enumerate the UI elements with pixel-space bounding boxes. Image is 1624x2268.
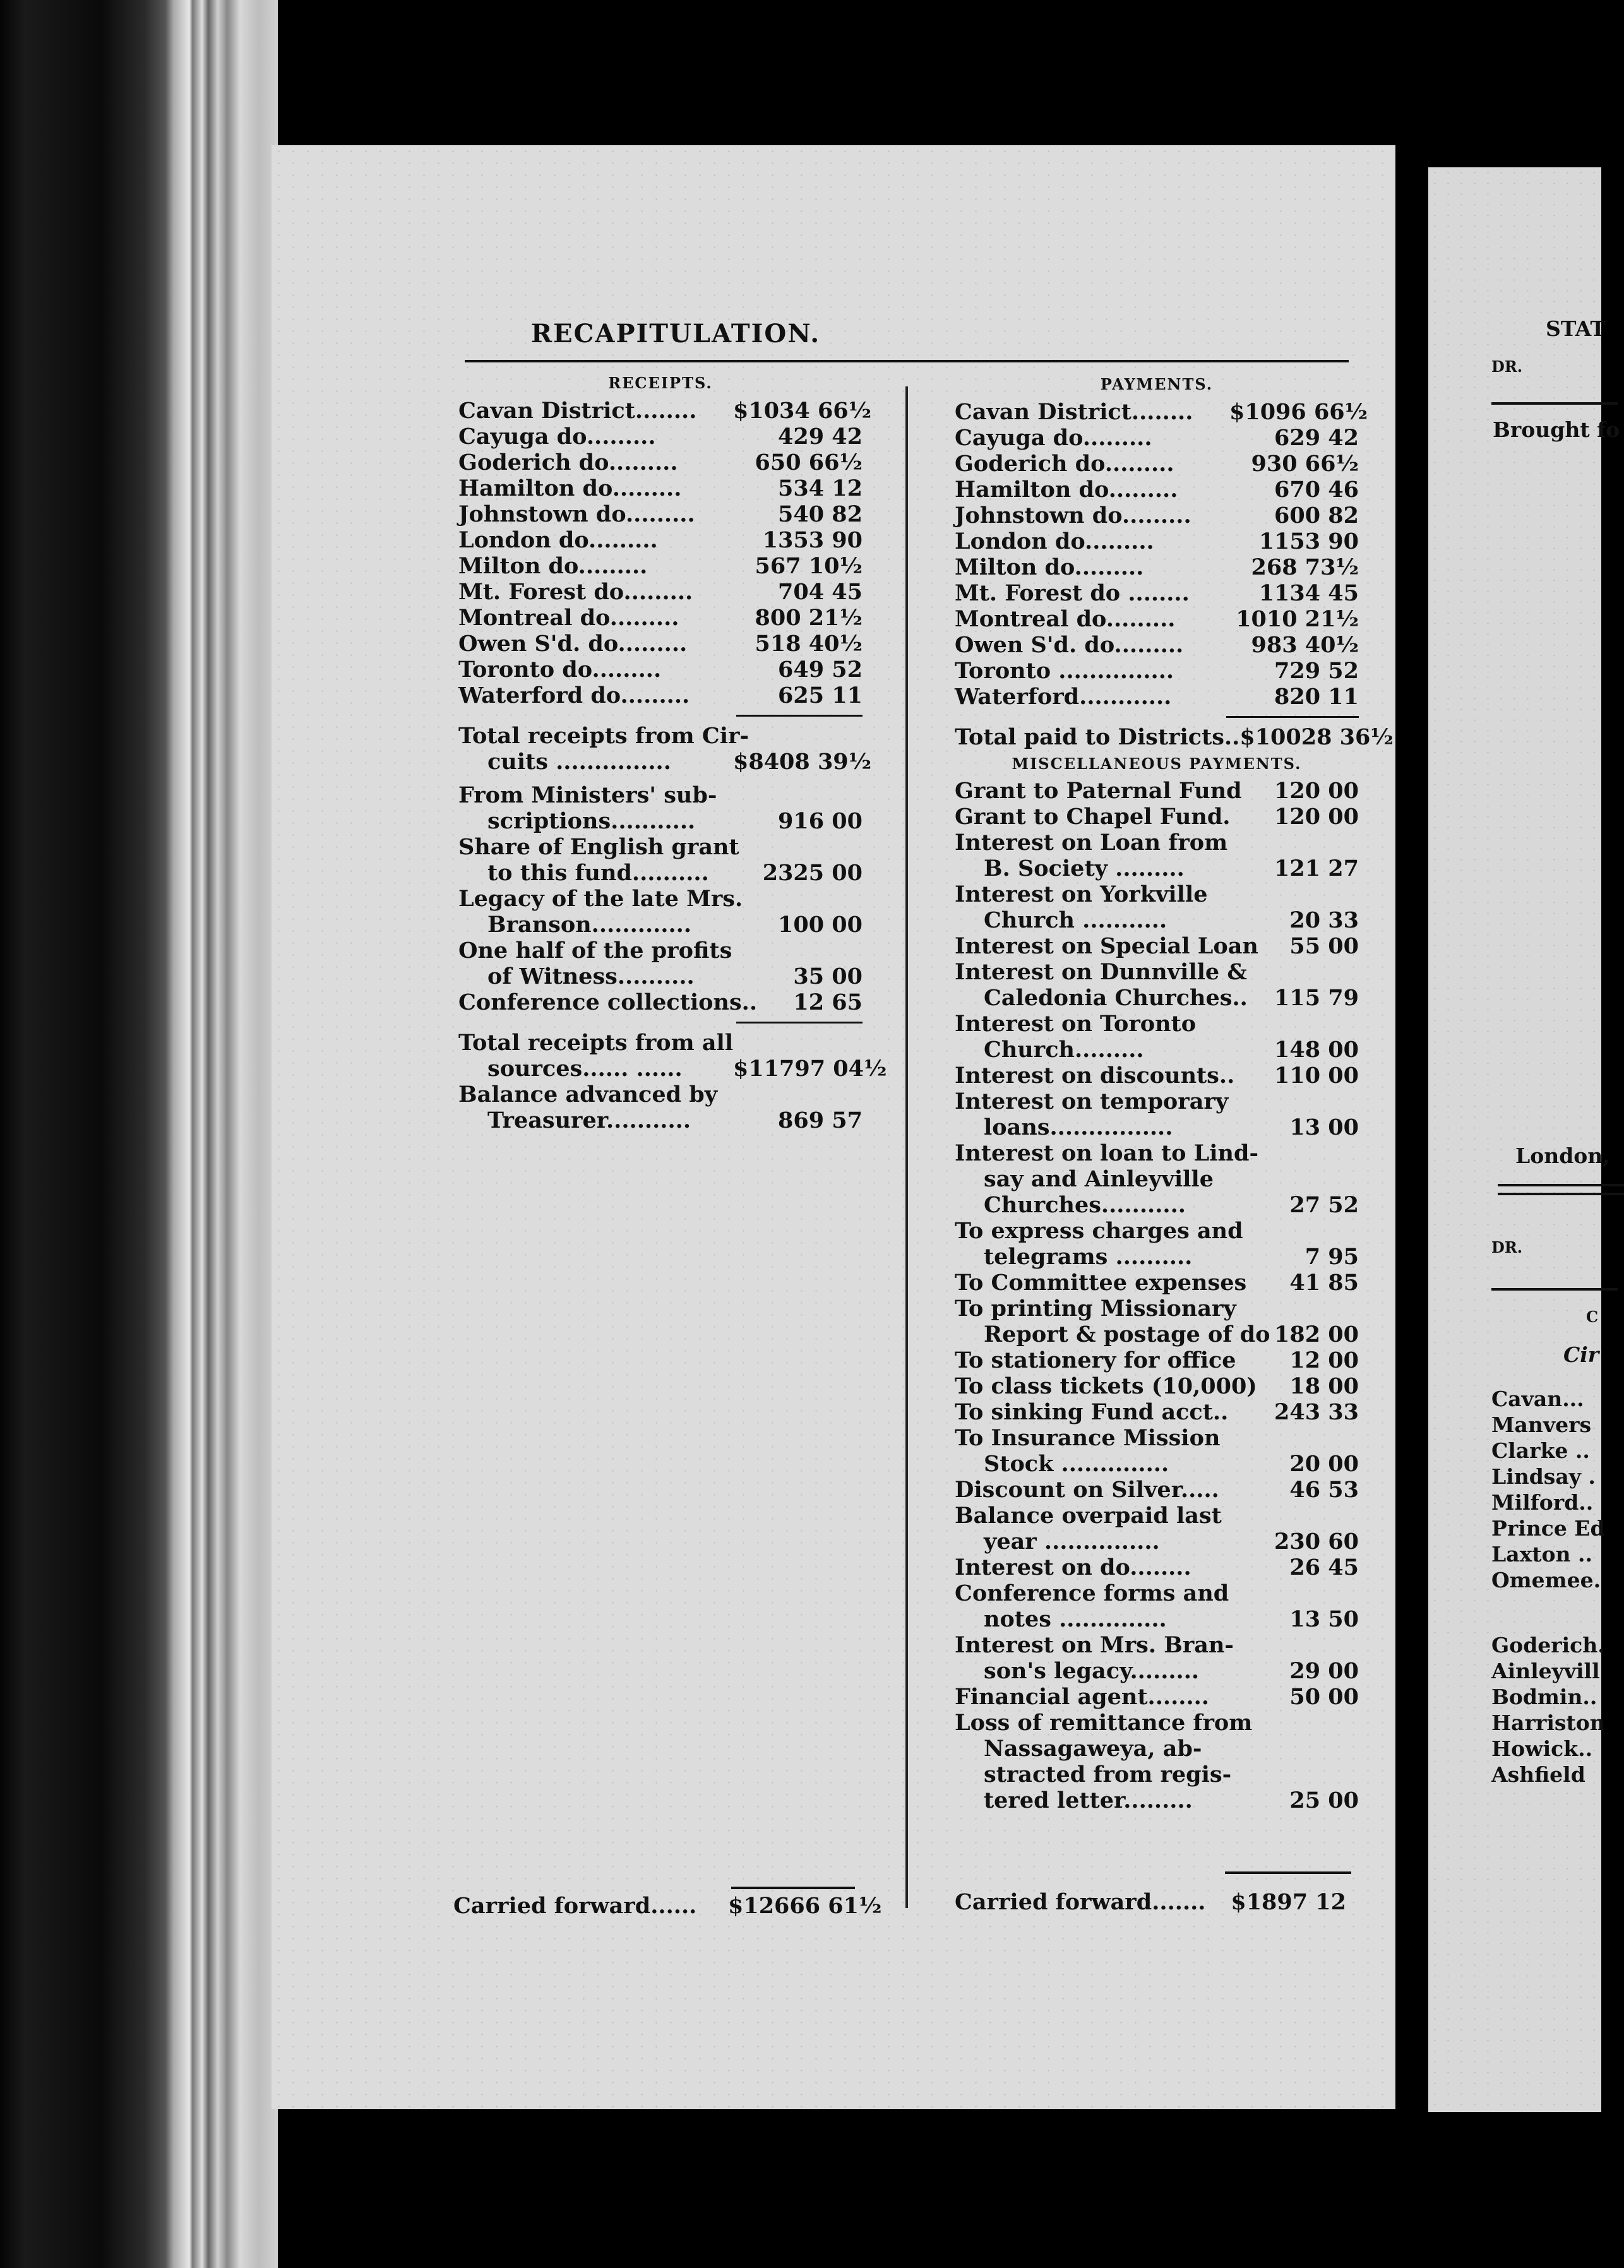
- misc-payment-row: [955, 1477, 1359, 1503]
- misc-payment-row: [955, 1788, 1359, 1813]
- misc-payment-row: [955, 1270, 1359, 1296]
- payment-district-row-label: Montreal do.........: [955, 606, 1176, 632]
- total-all-line2: sources...... ...... $11797 04½: [487, 1056, 887, 1082]
- payment-district-row-amount: 1134 45: [1258, 580, 1359, 606]
- misc-payment-row-amount: 18 00: [1289, 1373, 1359, 1399]
- misc-payment-row: [955, 933, 1359, 959]
- carried-forward-label: Carried forward......: [453, 1893, 697, 1919]
- payment-district-row-amount: 670 46: [1274, 477, 1359, 503]
- payment-district-row: [955, 658, 1359, 684]
- page-gutter: [1395, 152, 1428, 2128]
- misc-payment-row-amount: 148 00: [1274, 1037, 1359, 1063]
- payment-district-row-label: Cayuga do.........: [955, 425, 1152, 451]
- payment-district-row-amount: 930 66½: [1251, 451, 1359, 477]
- misc-payment-line-label: Conference forms and: [955, 1580, 1229, 1606]
- misc-payment-line-label: Interest on Loan from: [955, 830, 1228, 856]
- page-header: RECAPITULATION.: [530, 319, 821, 349]
- misc-payment-row: [955, 1451, 1359, 1477]
- receipt-entry-row-label: Branson.............: [487, 912, 692, 938]
- payment-district-row: [955, 399, 1368, 425]
- misc-payment-row-label: Financial agent........: [955, 1684, 1209, 1710]
- receipt-district-row-amount: 649 52: [778, 657, 863, 683]
- next-page-rule: [1498, 1193, 1624, 1195]
- receipts-carried: [453, 1893, 882, 1919]
- misc-payment-line-label: Interest on Dunnville &: [955, 959, 1247, 985]
- carried-rule-left: [731, 1887, 855, 1889]
- total-circuits-line2: cuits ............... $8408 39½: [487, 749, 872, 775]
- misc-payment-row-label: To Committee expenses: [955, 1270, 1247, 1296]
- misc-payment-line-label: stracted from regis-: [984, 1762, 1232, 1788]
- header-rule: [465, 360, 1349, 362]
- misc-payment-row-amount: 120 00: [1274, 778, 1359, 804]
- misc-payment-row: [955, 907, 1359, 933]
- misc-payment-line: [955, 1089, 1359, 1114]
- next-page-names-b: [1491, 1632, 1605, 1788]
- next-page-rule: [1491, 1288, 1618, 1291]
- misc-payment-row-amount: 50 00: [1289, 1684, 1359, 1710]
- payment-district-row-label: Johnstown do.........: [955, 503, 1191, 528]
- receipt-district-row: [458, 657, 863, 683]
- next-page-rule: [1491, 402, 1618, 405]
- misc-payment-row-amount: 243 33: [1274, 1399, 1359, 1425]
- misc-payment-row: [955, 1244, 1359, 1270]
- receipt-district-row-amount: 704 45: [778, 579, 863, 605]
- misc-payment-line-label: say and Ainleyville: [984, 1166, 1214, 1192]
- receipt-entry-line: [458, 782, 863, 808]
- receipt-district-row: [458, 683, 863, 708]
- balance-amount: 869 57: [778, 1107, 863, 1133]
- receipt-district-row-amount: 518 40½: [755, 631, 863, 657]
- receipt-entry-line: [458, 938, 863, 964]
- misc-payment-row-label: Caledonia Churches..: [984, 985, 1248, 1011]
- payment-district-row: [955, 684, 1359, 710]
- receipt-entry-line-label: Share of English grant: [458, 834, 739, 860]
- payment-district-row-amount: 629 42: [1274, 425, 1359, 451]
- misc-payment-line: [955, 1762, 1359, 1788]
- misc-payment-row: [955, 1114, 1359, 1140]
- misc-payment-row: [955, 778, 1359, 804]
- receipt-entry-row: [458, 989, 863, 1015]
- misc-payment-row-label: notes ..............: [984, 1606, 1167, 1632]
- misc-payment-line: [955, 1140, 1359, 1166]
- balance-line1: Balance advanced by: [458, 1082, 718, 1107]
- receipt-district-row-label: Toronto do.........: [458, 657, 662, 683]
- receipt-district-row-label: Milton do.........: [458, 553, 648, 579]
- payment-district-row-amount: 1010 21½: [1236, 606, 1359, 632]
- misc-payment-row-label: Discount on Silver.....: [955, 1477, 1219, 1503]
- misc-payment-line: [955, 1580, 1359, 1606]
- receipts-district-list: [458, 398, 872, 708]
- misc-payment-row-label: year ...............: [984, 1529, 1160, 1555]
- misc-payment-line-label: Nassagaweya, ab-: [984, 1736, 1202, 1762]
- misc-payment-line: [955, 1710, 1359, 1736]
- total-paid-row: Total paid to Districts.. $10028 36½: [955, 724, 1394, 750]
- payment-district-row-label: Owen S'd. do.........: [955, 632, 1184, 658]
- misc-payment-row: [955, 1037, 1359, 1063]
- misc-payment-row-amount: 13 50: [1289, 1606, 1359, 1632]
- misc-payment-line-label: Interest on temporary: [955, 1089, 1229, 1114]
- payment-district-row: [955, 528, 1359, 554]
- receipt-district-row-amount: $1034 66½: [733, 398, 872, 424]
- subtotal-rule: [736, 1022, 863, 1024]
- misc-payment-line: [955, 959, 1359, 985]
- misc-payment-row-label: tered letter.........: [984, 1788, 1193, 1813]
- misc-payment-row-label: Report & postage of do: [984, 1322, 1270, 1347]
- payment-district-row-label: Hamilton do.........: [955, 477, 1178, 503]
- next-page-london: London,: [1515, 1143, 1610, 1168]
- receipt-entry-row: [458, 964, 863, 989]
- payment-district-row-amount: 1153 90: [1258, 528, 1359, 554]
- misc-payment-line: [955, 1296, 1359, 1322]
- misc-payment-row: [955, 1399, 1359, 1425]
- payment-district-row: [955, 606, 1359, 632]
- receipt-district-row-label: Goderich do.........: [458, 450, 678, 475]
- receipt-district-row: [458, 450, 863, 475]
- misc-payment-row: [955, 1606, 1359, 1632]
- misc-payment-row: [955, 804, 1359, 830]
- receipt-district-row-amount: 1353 90: [762, 527, 863, 553]
- misc-payment-row: [955, 856, 1359, 881]
- payments-carried: [955, 1889, 1346, 1915]
- payment-district-row: [955, 580, 1359, 606]
- misc-payment-line: [955, 881, 1359, 907]
- payment-district-row-amount: 600 82: [1274, 503, 1359, 528]
- misc-payment-row: [955, 1658, 1359, 1684]
- payments-column: [955, 374, 1394, 1813]
- misc-payment-row-amount: 41 85: [1289, 1270, 1359, 1296]
- misc-payment-row-label: Interest on Special Loan: [955, 933, 1258, 959]
- receipt-district-row: [458, 398, 872, 424]
- misc-payment-line: [955, 830, 1359, 856]
- payment-district-row: [955, 451, 1359, 477]
- payment-district-row: [955, 425, 1359, 451]
- receipt-district-row-label: Montreal do.........: [458, 605, 679, 631]
- misc-payment-line: [955, 1218, 1359, 1244]
- receipt-entry-row-amount: 2325 00: [762, 860, 863, 886]
- receipt-district-row: [458, 527, 863, 553]
- misc-payment-row-amount: 12 00: [1289, 1347, 1359, 1373]
- next-page-brought: Brought fo: [1493, 417, 1620, 442]
- receipt-district-row-label: Owen S'd. do.........: [458, 631, 688, 657]
- next-page-edge: [1428, 167, 1620, 2112]
- payment-district-row-amount: 820 11: [1274, 684, 1359, 710]
- carried-forward-label: Carried forward.......: [955, 1889, 1206, 1915]
- receipt-district-row: [458, 631, 863, 657]
- misc-payment-line-label: To express charges and: [955, 1218, 1243, 1244]
- receipt-district-row-amount: 625 11: [778, 683, 863, 708]
- payment-district-row-label: Cavan District........: [955, 399, 1193, 425]
- misc-payment-row-amount: 55 00: [1289, 933, 1359, 959]
- receipt-district-row-label: Waterford do.........: [458, 683, 690, 708]
- misc-payment-row-amount: 29 00: [1289, 1658, 1359, 1684]
- receipt-district-row: [458, 501, 863, 527]
- misc-payment-row-label: To sinking Fund acct..: [955, 1399, 1229, 1425]
- receipt-district-row: [458, 424, 863, 450]
- misc-payment-row: [955, 1373, 1359, 1399]
- misc-payment-line-label: Loss of remittance from: [955, 1710, 1253, 1736]
- misc-payment-row-amount: 110 00: [1274, 1063, 1359, 1089]
- receipt-entry-row-amount: 100 00: [778, 912, 863, 938]
- misc-payment-row-label: To stationery for office: [955, 1347, 1236, 1373]
- carried-forward-amount: $1897 12: [1231, 1889, 1346, 1915]
- misc-payment-line-label: Interest on Toronto: [955, 1011, 1197, 1037]
- payment-district-row-label: Mt. Forest do ........: [955, 580, 1190, 606]
- payment-district-row-amount: 729 52: [1274, 658, 1359, 684]
- receipt-entry-row-label: of Witness..........: [487, 964, 695, 989]
- receipt-district-row-amount: 429 42: [778, 424, 863, 450]
- receipt-district-row-amount: 540 82: [778, 501, 863, 527]
- misc-payment-row: [955, 1192, 1359, 1218]
- misc-payment-row-label: To class tickets (10,000): [955, 1373, 1257, 1399]
- misc-payments-title: MISCELLANEOUS PAYMENTS.: [1012, 755, 1302, 773]
- receipt-district-row-amount: 650 66½: [755, 450, 863, 475]
- misc-payment-row: [955, 1555, 1359, 1580]
- receipt-entry-line: [458, 834, 863, 860]
- receipt-district-row-label: Johnstown do.........: [458, 501, 695, 527]
- next-page-c: C: [1586, 1308, 1599, 1326]
- misc-payment-line-label: Interest on loan to Lind-: [955, 1140, 1258, 1166]
- misc-payment-row-amount: 25 00: [1289, 1788, 1359, 1813]
- receipt-entry-row-amount: 916 00: [778, 808, 863, 834]
- receipt-district-row-amount: 800 21½: [755, 605, 863, 631]
- misc-payment-line: [955, 1011, 1359, 1037]
- next-page-circuit-name: Prince Ed: [1491, 1516, 1605, 1541]
- next-page-names-a: [1491, 1386, 1605, 1593]
- receipt-district-row-amount: 567 10½: [755, 553, 863, 579]
- next-page-dr2: DR.: [1491, 1238, 1523, 1256]
- receipt-entry-row: [458, 860, 863, 886]
- receipt-entry-line-label: From Ministers' sub-: [458, 782, 717, 808]
- misc-payment-line-label: Balance overpaid last: [955, 1503, 1222, 1529]
- receipt-entry-line: [458, 886, 863, 912]
- next-page-rule: [1498, 1184, 1624, 1186]
- payment-district-row-label: Milton do.........: [955, 554, 1144, 580]
- misc-payment-line-label: To Insurance Mission: [955, 1425, 1221, 1451]
- misc-payment-row-amount: 7 95: [1305, 1244, 1359, 1270]
- misc-payment-line: [955, 1425, 1359, 1451]
- total-all-amount: $11797 04½: [733, 1056, 887, 1082]
- misc-payment-row: [955, 1529, 1359, 1555]
- misc-payment-row-amount: 20 33: [1289, 907, 1359, 933]
- payments-district-list: [955, 399, 1368, 710]
- payment-district-row-label: Toronto ...............: [955, 658, 1174, 684]
- misc-payment-row-amount: 182 00: [1274, 1322, 1359, 1347]
- misc-payment-row-amount: 115 79: [1274, 985, 1359, 1011]
- receipt-entry-row: [458, 912, 863, 938]
- misc-payment-row-amount: 120 00: [1274, 804, 1359, 830]
- receipt-entry-line-label: Legacy of the late Mrs.: [458, 886, 743, 912]
- payment-district-row: [955, 503, 1359, 528]
- receipt-district-row-label: Mt. Forest do.........: [458, 579, 693, 605]
- misc-payment-row-label: Interest on discounts..: [955, 1063, 1235, 1089]
- next-page-circuit-name: Omemee.: [1491, 1568, 1601, 1592]
- receipt-entry-row-label: to this fund..........: [487, 860, 709, 886]
- misc-payment-row-label: Grant to Paternal Fund: [955, 778, 1242, 804]
- payment-district-row-amount: $1096 66½: [1229, 399, 1368, 425]
- column-divider: [905, 386, 908, 1908]
- payment-district-row-label: Waterford............: [955, 684, 1172, 710]
- payment-district-row: [955, 554, 1359, 580]
- misc-payment-row-amount: 20 00: [1289, 1451, 1359, 1477]
- misc-payment-row: [955, 1684, 1359, 1710]
- receipt-entry-row-label: Conference collections..: [458, 989, 758, 1015]
- payment-district-row-amount: 268 73½: [1251, 554, 1359, 580]
- misc-payment-line: [955, 1632, 1359, 1658]
- misc-payment-row: [955, 1347, 1359, 1373]
- next-page-circuit-name: Bodmin..: [1491, 1685, 1597, 1709]
- next-page-circuit-name: Milford..: [1491, 1490, 1594, 1515]
- payment-district-row: [955, 477, 1359, 503]
- next-page-cir: Cir: [1563, 1342, 1599, 1367]
- payment-district-row-label: London do.........: [955, 528, 1154, 554]
- misc-payment-line-label: To printing Missionary: [955, 1296, 1236, 1322]
- receipt-entry-row: [458, 808, 863, 834]
- total-circuits-line1: Total receipts from Cir-: [458, 723, 749, 749]
- next-page-circuit-name: Harriston: [1491, 1710, 1605, 1735]
- misc-payment-row: [955, 985, 1359, 1011]
- receipts-other-list: [458, 782, 863, 1015]
- receipt-district-row-amount: 534 12: [778, 475, 863, 501]
- misc-payment-line-label: Interest on Mrs. Bran-: [955, 1632, 1234, 1658]
- next-page-circuit-name: Lindsay .: [1491, 1464, 1596, 1489]
- misc-payment-row-amount: 46 53: [1289, 1477, 1359, 1503]
- misc-payment-row: [955, 1322, 1359, 1347]
- payment-district-row: [955, 632, 1359, 658]
- misc-payment-line-label: Interest on Yorkville: [955, 881, 1208, 907]
- misc-payment-row-label: B. Society .........: [984, 856, 1185, 881]
- balance-line2: Treasurer........... 869 57: [487, 1107, 863, 1133]
- misc-payment-row-amount: 26 45: [1289, 1555, 1359, 1580]
- next-page-dr: DR.: [1491, 357, 1523, 376]
- receipt-entry-row-amount: 12 65: [793, 989, 863, 1015]
- misc-payment-row-label: Interest on do........: [955, 1555, 1191, 1580]
- payments-title: PAYMENTS.: [1100, 375, 1214, 393]
- total-all-line1: Total receipts from all: [458, 1030, 734, 1056]
- misc-payment-row-amount: 27 52: [1289, 1192, 1359, 1218]
- misc-payment-row-label: Grant to Chapel Fund.: [955, 804, 1231, 830]
- receipt-entry-row-amount: 35 00: [793, 964, 863, 989]
- next-page-circuit-name: Ainleyvill: [1491, 1659, 1600, 1683]
- next-page-circuit-name: Goderich.: [1491, 1633, 1605, 1657]
- subtotal-rule: [736, 715, 863, 717]
- total-paid-amount: $10028 36½: [1239, 724, 1394, 750]
- payment-district-row-label: Goderich do.........: [955, 451, 1174, 477]
- misc-payment-line: [955, 1166, 1359, 1192]
- payment-district-row-amount: 983 40½: [1251, 632, 1359, 658]
- receipts-column: [458, 373, 887, 1133]
- receipt-district-row: [458, 475, 863, 501]
- next-page-circuit-name: Howick..: [1491, 1736, 1593, 1761]
- total-circuits-amount: $8408 39½: [733, 749, 872, 775]
- receipt-district-row-label: London do.........: [458, 527, 658, 553]
- misc-payment-row-label: telegrams ..........: [984, 1244, 1193, 1270]
- subtotal-rule: [1226, 716, 1359, 718]
- misc-payment-row-amount: 121 27: [1274, 856, 1359, 881]
- next-page-heading: STAT: [1546, 316, 1606, 341]
- carried-forward-amount: $12666 61½: [728, 1893, 882, 1919]
- next-page-circuit-name: Manvers: [1491, 1412, 1592, 1437]
- receipts-title: RECEIPTS.: [608, 374, 713, 392]
- receipt-district-row: [458, 605, 863, 631]
- next-page-circuit-name: Laxton ..: [1491, 1542, 1592, 1567]
- misc-payment-row-amount: 230 60: [1274, 1529, 1359, 1555]
- receipt-district-row: [458, 579, 863, 605]
- receipt-district-row-label: Cayuga do.........: [458, 424, 656, 450]
- misc-payment-row-label: loans................: [984, 1114, 1173, 1140]
- misc-payment-row-amount: 13 00: [1289, 1114, 1359, 1140]
- misc-payment-line: [955, 1503, 1359, 1529]
- misc-payments-list: [955, 778, 1359, 1813]
- receipt-entry-line-label: One half of the profits: [458, 938, 732, 964]
- receipt-district-row: [458, 553, 863, 579]
- misc-payment-row-label: Church ...........: [984, 907, 1167, 933]
- receipt-entry-row-label: scriptions...........: [487, 808, 696, 834]
- next-page-circuit-name: Clarke ..: [1491, 1438, 1590, 1463]
- carried-rule-right: [1225, 1871, 1351, 1874]
- receipt-district-row-label: Cavan District........: [458, 398, 697, 424]
- misc-payment-row-label: son's legacy.........: [984, 1658, 1200, 1684]
- misc-payment-row-label: Churches...........: [984, 1192, 1186, 1218]
- next-page-circuit-name: Ashfield: [1491, 1762, 1585, 1787]
- receipt-district-row-label: Hamilton do.........: [458, 475, 682, 501]
- misc-payment-row-label: Church.........: [984, 1037, 1144, 1063]
- next-page-circuit-name: Cavan...: [1491, 1387, 1584, 1411]
- misc-payment-row: [955, 1063, 1359, 1089]
- misc-payment-line: [955, 1736, 1359, 1762]
- misc-payment-row-label: Stock ..............: [984, 1451, 1169, 1477]
